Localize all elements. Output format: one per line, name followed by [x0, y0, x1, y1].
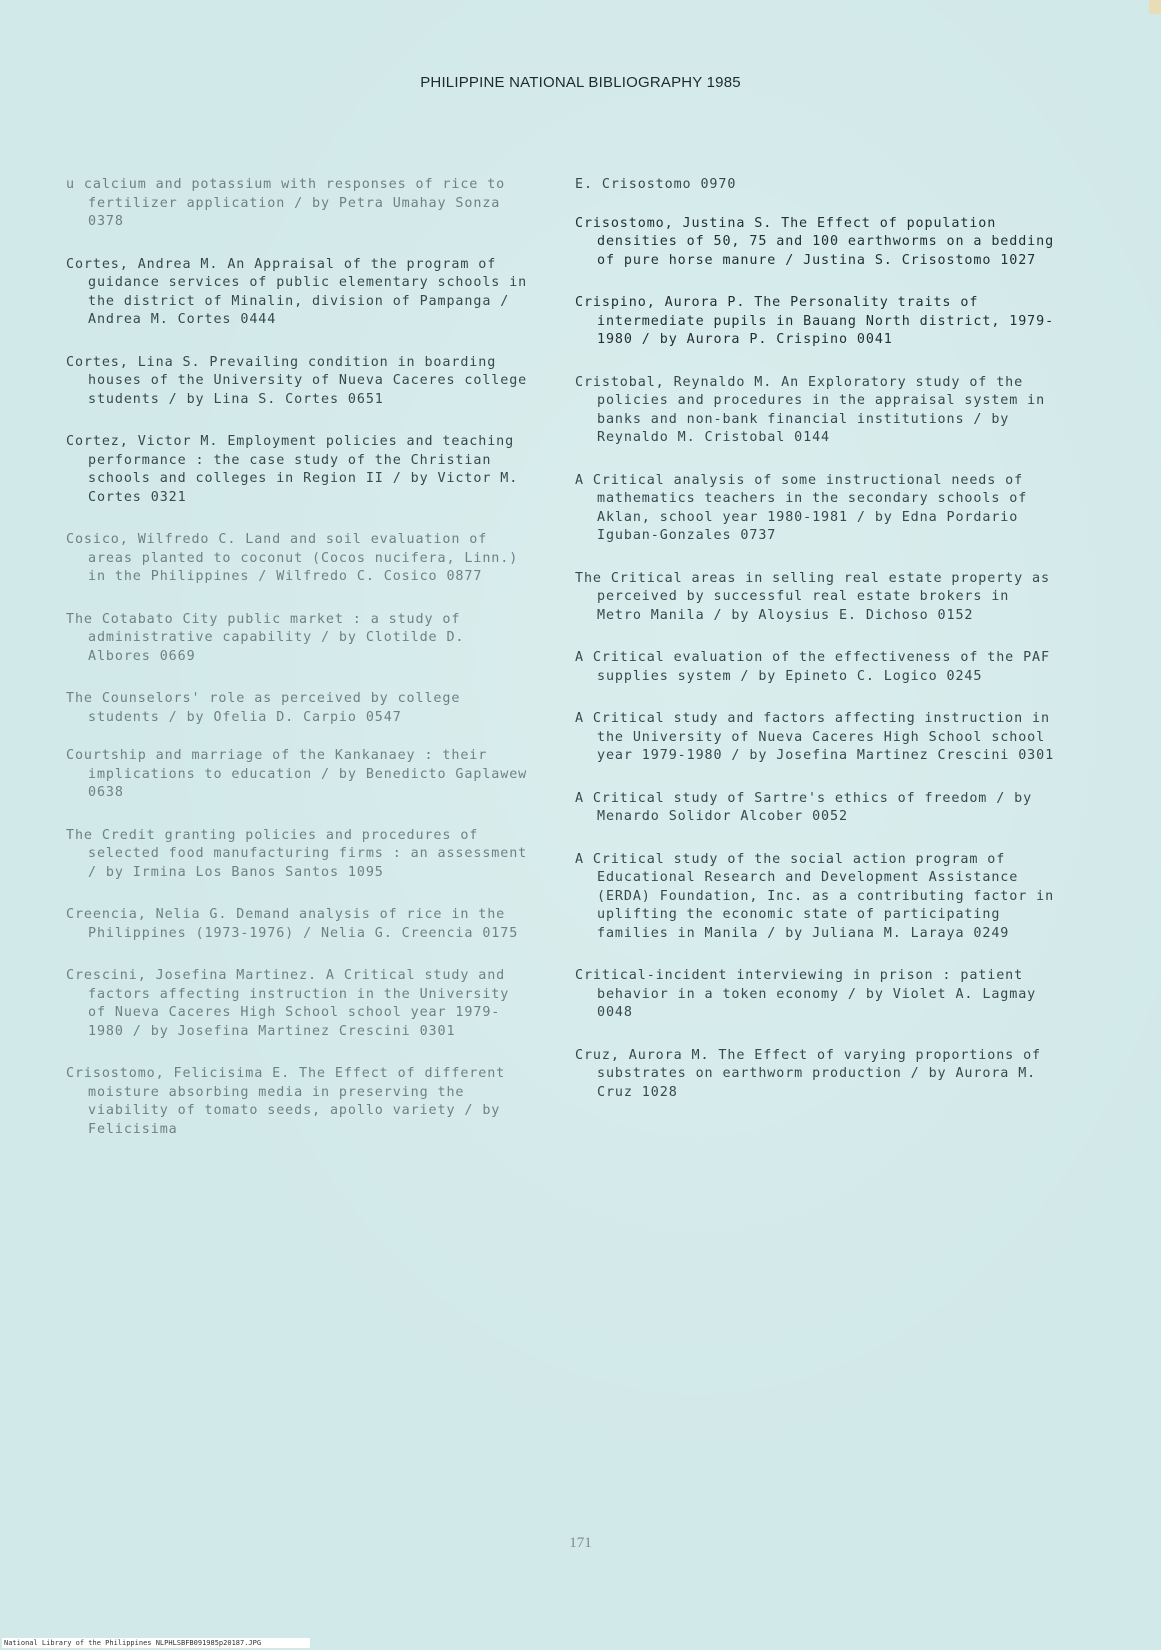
bibliography-entry: Crisostomo, Justina S. The Effect of population densities of 50, 75 and 100 earthworms on a bedding of pure horse manure / Justina S. Crisostomo 1027: [575, 215, 1055, 268]
bibliography-entry: A Critical evaluation of the effectiveness of the PAF supplies system / by Epineto C. Logico 0245: [575, 650, 1050, 684]
bibliography-entry: The Critical areas in selling real estate property as perceived by successful real estate brokers in Metro Manila / by Aloysius E. Dichoso 0152: [575, 570, 1050, 623]
bibliography-entry: Cortes, Andrea M. An Appraisal of the program of guidance services of public elementary schools in the district of Minalin, division of Pampanga / Andrea M. Cortes 0444: [66, 256, 528, 327]
bibliography-entry: A Critical study of the social action program of Educational Research and Development Assistance (ERDA) Foundation, Inc. as a contributing factor in uplifting the economic state of participating families in Manila / by Juliana M. Laraya 0249: [575, 851, 1055, 941]
bibliography-entry: Crispino, Aurora P. The Personality traits of intermediate pupils in Bauang North district, 1979-1980 / by Aurora P. Crispino 0041: [575, 295, 1055, 347]
bibliography-entry: Creencia, Nelia G. Demand analysis of rice in the Philippines (1973-1976) / Nelia G. Creencia 0175: [66, 907, 519, 941]
page-title: PHILIPPINE NATIONAL BIBLIOGRAPHY 1985: [420, 74, 741, 91]
left-column: [66, 176, 536, 1163]
bibliography-entry: The Credit granting policies and procedures of selected food manufacturing firms : an assessment / by Irmina Los Banos Santos 1095: [66, 827, 528, 880]
bibliography-entry: Cosico, Wilfredo C. Land and soil evaluation of areas planted to coconut (Cocos nucifera, Linn.) in the Philippines / Wilfredo C. Cosico 0877: [66, 532, 519, 584]
scan-credit-footer: National Library of the Philippines NLPHLSBFB091985p20187.JPG: [2, 1638, 310, 1648]
bibliography-entry: Cristobal, Reynaldo M. An Exploratory study of the policies and procedures in the appraisal system in banks and non-bank financial institutions / by Reynaldo M. Cristobal 0144: [575, 374, 1046, 445]
bibliography-entry: A Critical analysis of some instructional needs of mathematics teachers in the secondary schools of Aklan, school year 1980-1981 / by Edna Pordario Iguban-Gonzales 0737: [575, 472, 1028, 543]
bibliography-entry: u calcium and potassium with responses of rice to fertilizer application / by Petra Umahay Sonza 0378: [66, 177, 506, 229]
bibliography-entry: The Counselors' role as perceived by college students / by Ofelia D. Carpio 0547: [66, 691, 461, 725]
page-number: 171: [569, 1535, 592, 1551]
scan-edge-mark: [1149, 0, 1161, 14]
bibliography-entry: The Cotabato City public market : a study of administrative capability / by Clotilde D. Albores 0669: [66, 611, 465, 664]
bibliography-entry: Cruz, Aurora M. The Effect of varying proportions of substrates on earthworm production / by Aurora M. Cruz 1028: [575, 1047, 1042, 1100]
right-column: [575, 176, 1055, 1126]
bibliography-entry: Critical-incident interviewing in prison : patient behavior in a token economy / by Violet A. Lagmay 0048: [575, 968, 1037, 1020]
bibliography-entry: Cortez, Victor M. Employment policies and teaching performance : the case study of the Christian schools and colleges in Region II / by Victor M. Cortes 0321: [66, 434, 519, 505]
bibliography-entry: Courtship and marriage of the Kankanaey : their implications to education / by Benedicto Gaplawew 0638: [66, 748, 528, 800]
bibliography-entry: Crisostomo, Felicisima E. The Effect of different moisture absorbing media in preserving the viability of tomato seeds, apollo variety / by Felicisima: [66, 1066, 506, 1137]
bibliography-entry: A Critical study of Sartre's ethics of freedom / by Menardo Solidor Alcober 0052: [575, 790, 1033, 824]
bibliography-entry: Crescini, Josefina Martinez. A Critical study and factors affecting instruction in the University of Nueva Caceres High School school year 1979-1980 / by Josefina Martinez Crescini 0301: [66, 968, 510, 1039]
bibliography-entry: A Critical study and factors affecting instruction in the University of Nueva Caceres High School school year 1979-1980 / by Josefina Martinez Crescini 0301: [575, 711, 1055, 763]
bibliography-entry: E. Crisostomo 0970: [575, 177, 737, 192]
bibliography-entry: Cortes, Lina S. Prevailing condition in boarding houses of the University of Nueva Caceres college students / by Lina S. Cortes 0651: [66, 354, 528, 407]
